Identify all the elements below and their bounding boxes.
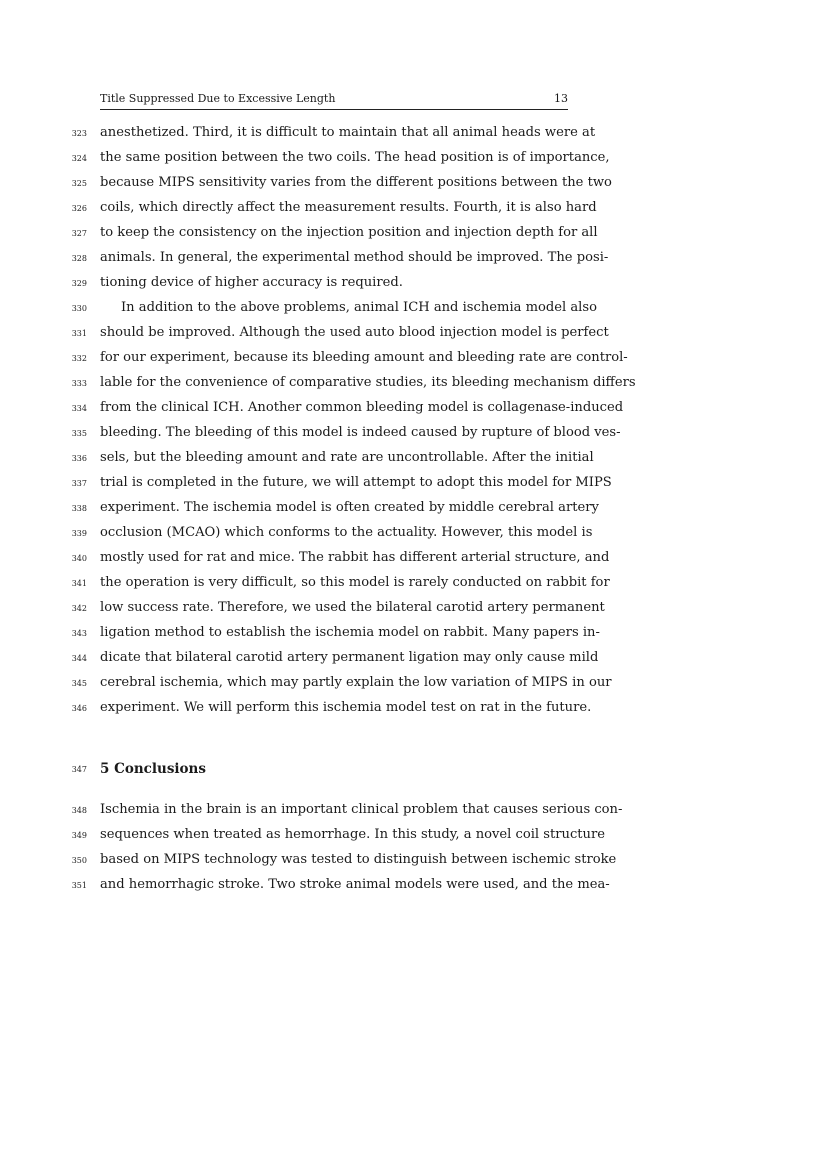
line-number: 331	[71, 329, 87, 338]
line-text: sequences when treated as hemorrhage. In this study, a novel coil structure	[100, 827, 605, 842]
text-line	[0, 500, 827, 525]
text-line	[0, 525, 827, 550]
line-number: 328	[71, 254, 87, 263]
line-number: 338	[71, 504, 87, 513]
line-text: ligation method to establish the ischemia model on rabbit. Many papers in-	[100, 625, 600, 640]
text-line	[0, 375, 827, 400]
line-text: bleeding. The bleeding of this model is indeed caused by rupture of blood ves-	[100, 425, 621, 440]
text-line	[0, 475, 827, 500]
text-line	[0, 350, 827, 375]
line-text: tioning device of higher accuracy is required.	[100, 275, 403, 290]
line-number: 330	[71, 304, 87, 313]
line-number: 347	[71, 765, 87, 774]
text-line	[0, 300, 827, 325]
line-number: 345	[71, 679, 87, 688]
text-line	[0, 125, 827, 150]
running-header	[100, 91, 568, 110]
line-text: occlusion (MCAO) which conforms to the actuality. However, this model is	[100, 525, 593, 540]
line-number: 346	[71, 704, 87, 713]
text-line	[0, 600, 827, 625]
text-line	[0, 650, 827, 675]
line-text: the same position between the two coils. The head position is of importance,	[100, 150, 610, 165]
text-line	[0, 675, 827, 700]
line-text: In addition to the above problems, animal ICH and ischemia model also	[121, 300, 597, 315]
line-number: 339	[71, 529, 87, 538]
line-text: cerebral ischemia, which may partly explain the low variation of MIPS in our	[100, 675, 612, 690]
text-line	[0, 425, 827, 450]
line-number: 332	[71, 354, 87, 363]
line-text: animals. In general, the experimental method should be improved. The posi-	[100, 250, 609, 265]
line-number: 327	[71, 229, 87, 238]
line-text: for our experiment, because its bleeding amount and bleeding rate are control-	[100, 350, 628, 365]
line-text: because MIPS sensitivity varies from the different positions between the two	[100, 175, 612, 190]
line-number: 342	[71, 604, 87, 613]
line-text: experiment. The ischemia model is often created by middle cerebral artery	[100, 500, 599, 515]
line-number: 324	[71, 154, 87, 163]
line-number: 337	[71, 479, 87, 488]
line-number: 341	[71, 579, 87, 588]
text-line	[0, 852, 827, 877]
line-text: and hemorrhagic stroke. Two stroke animal models were used, and the mea-	[100, 877, 610, 892]
text-line	[0, 275, 827, 300]
text-line	[0, 150, 827, 175]
line-number: 348	[71, 806, 87, 815]
line-number: 350	[71, 856, 87, 865]
line-number: 326	[71, 204, 87, 213]
line-text: anesthetized. Third, it is difficult to maintain that all animal heads were at	[100, 125, 596, 140]
line-number: 351	[71, 881, 87, 890]
text-line	[0, 450, 827, 475]
text-line	[0, 625, 827, 650]
line-text: trial is completed in the future, we will attempt to adopt this model for MIPS	[100, 475, 612, 490]
line-text: the operation is very difficult, so this model is rarely conducted on rabbit for	[100, 575, 610, 590]
line-number: 325	[71, 179, 87, 188]
line-text: experiment. We will perform this ischemia model test on rat in the future.	[100, 700, 592, 715]
text-line	[0, 175, 827, 200]
line-number: 336	[71, 454, 87, 463]
text-line	[0, 802, 827, 827]
line-text: dicate that bilateral carotid artery permanent ligation may only cause mild	[100, 650, 599, 665]
line-text: based on MIPS technology was tested to distinguish between ischemic stroke	[100, 852, 617, 867]
text-line	[0, 325, 827, 350]
line-number: 344	[71, 654, 87, 663]
line-number: 323	[71, 129, 87, 138]
line-text: mostly used for rat and mice. The rabbit has different arterial structure, and	[100, 550, 610, 565]
line-text: low success rate. Therefore, we used the bilateral carotid artery permanent	[100, 600, 605, 615]
line-text: from the clinical ICH. Another common bleeding model is collagenase-induced	[100, 400, 624, 415]
section-title: 5 Conclusions	[100, 761, 206, 777]
section-heading	[0, 761, 827, 786]
line-number: 329	[71, 279, 87, 288]
text-line	[0, 225, 827, 250]
text-line	[0, 250, 827, 275]
text-line	[0, 700, 827, 725]
line-text: to keep the consistency on the injection position and injection depth for all	[100, 225, 598, 240]
text-line	[0, 200, 827, 225]
text-line	[0, 877, 827, 902]
page-number: 13	[554, 92, 568, 105]
line-text: Ischemia in the brain is an important clinical problem that causes serious con-	[100, 802, 623, 817]
line-number: 333	[71, 379, 87, 388]
text-line	[0, 827, 827, 852]
line-number: 349	[71, 831, 87, 840]
line-text: should be improved. Although the used auto blood injection model is perfect	[100, 325, 609, 340]
line-number: 334	[71, 404, 87, 413]
line-number: 340	[71, 554, 87, 563]
line-text: coils, which directly affect the measurement results. Fourth, it is also hard	[100, 200, 597, 215]
line-text: sels, but the bleeding amount and rate are uncontrollable. After the initial	[100, 450, 594, 465]
line-text: lable for the convenience of comparative studies, its bleeding mechanism differs	[100, 375, 636, 390]
text-line	[0, 400, 827, 425]
running-title: Title Suppressed Due to Excessive Length	[100, 92, 336, 105]
text-line	[0, 550, 827, 575]
text-line	[0, 575, 827, 600]
line-number: 335	[71, 429, 87, 438]
line-number: 343	[71, 629, 87, 638]
